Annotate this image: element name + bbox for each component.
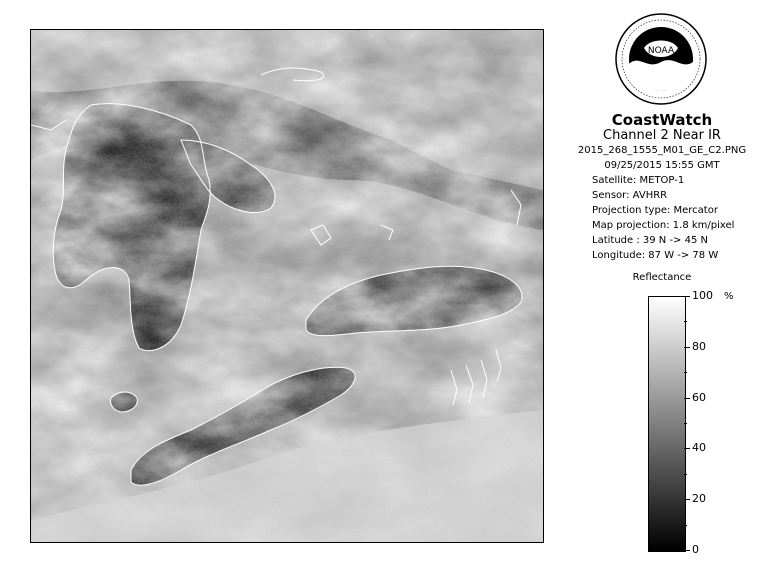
colorbar-tick-label: 20 <box>692 492 706 505</box>
colorbar-tick-label: 40 <box>692 441 706 454</box>
colorbar-tick <box>684 321 687 322</box>
channel-label: Channel 2 Near IR <box>603 128 721 143</box>
colorbar-tick <box>684 347 690 348</box>
colorbar-tick-label: 0 <box>692 543 699 556</box>
colorbar-tick <box>684 525 687 526</box>
noaa-logo <box>614 12 708 106</box>
colorbar-tick <box>684 296 690 297</box>
colorbar-tick <box>684 474 687 475</box>
satellite-map-graphic <box>31 30 543 542</box>
colorbar-tick-label: 60 <box>692 391 706 404</box>
noaa-logo-icon <box>614 12 708 106</box>
latitude-label: Latitude : 39 N -> 45 N <box>592 235 708 246</box>
colorbar-tick <box>684 398 690 399</box>
filename-label: 2015_268_1555_M01_GE_C2.PNG <box>577 145 747 156</box>
product-title: CoastWatch <box>611 111 713 129</box>
scale-title: Reflectance <box>632 272 692 283</box>
logo-text: NOAA <box>647 46 675 56</box>
reflectance-colorbar <box>648 296 686 552</box>
datetime-label: 09/25/2015 15:55 GMT <box>604 160 720 171</box>
satellite-image <box>30 29 544 543</box>
colorbar-tick <box>684 372 687 373</box>
colorbar-tick <box>684 448 690 449</box>
colorbar-tick <box>684 550 690 551</box>
projection-type-label: Projection type: Mercator <box>592 205 718 216</box>
image-grain <box>31 30 543 542</box>
scale-unit: % <box>724 291 734 302</box>
colorbar-tick <box>684 499 690 500</box>
info-panel <box>552 112 772 263</box>
colorbar-tick-label: 100 <box>692 289 713 302</box>
map-projection-label: Map projection: 1.8 km/pixel <box>592 220 735 231</box>
sensor-label: Sensor: AVHRR <box>592 190 668 201</box>
colorbar-tick <box>684 423 687 424</box>
longitude-label: Longitude: 87 W -> 78 W <box>592 250 719 261</box>
colorbar-tick-label: 80 <box>692 340 706 353</box>
satellite-label: Satellite: METOP-1 <box>592 175 685 186</box>
